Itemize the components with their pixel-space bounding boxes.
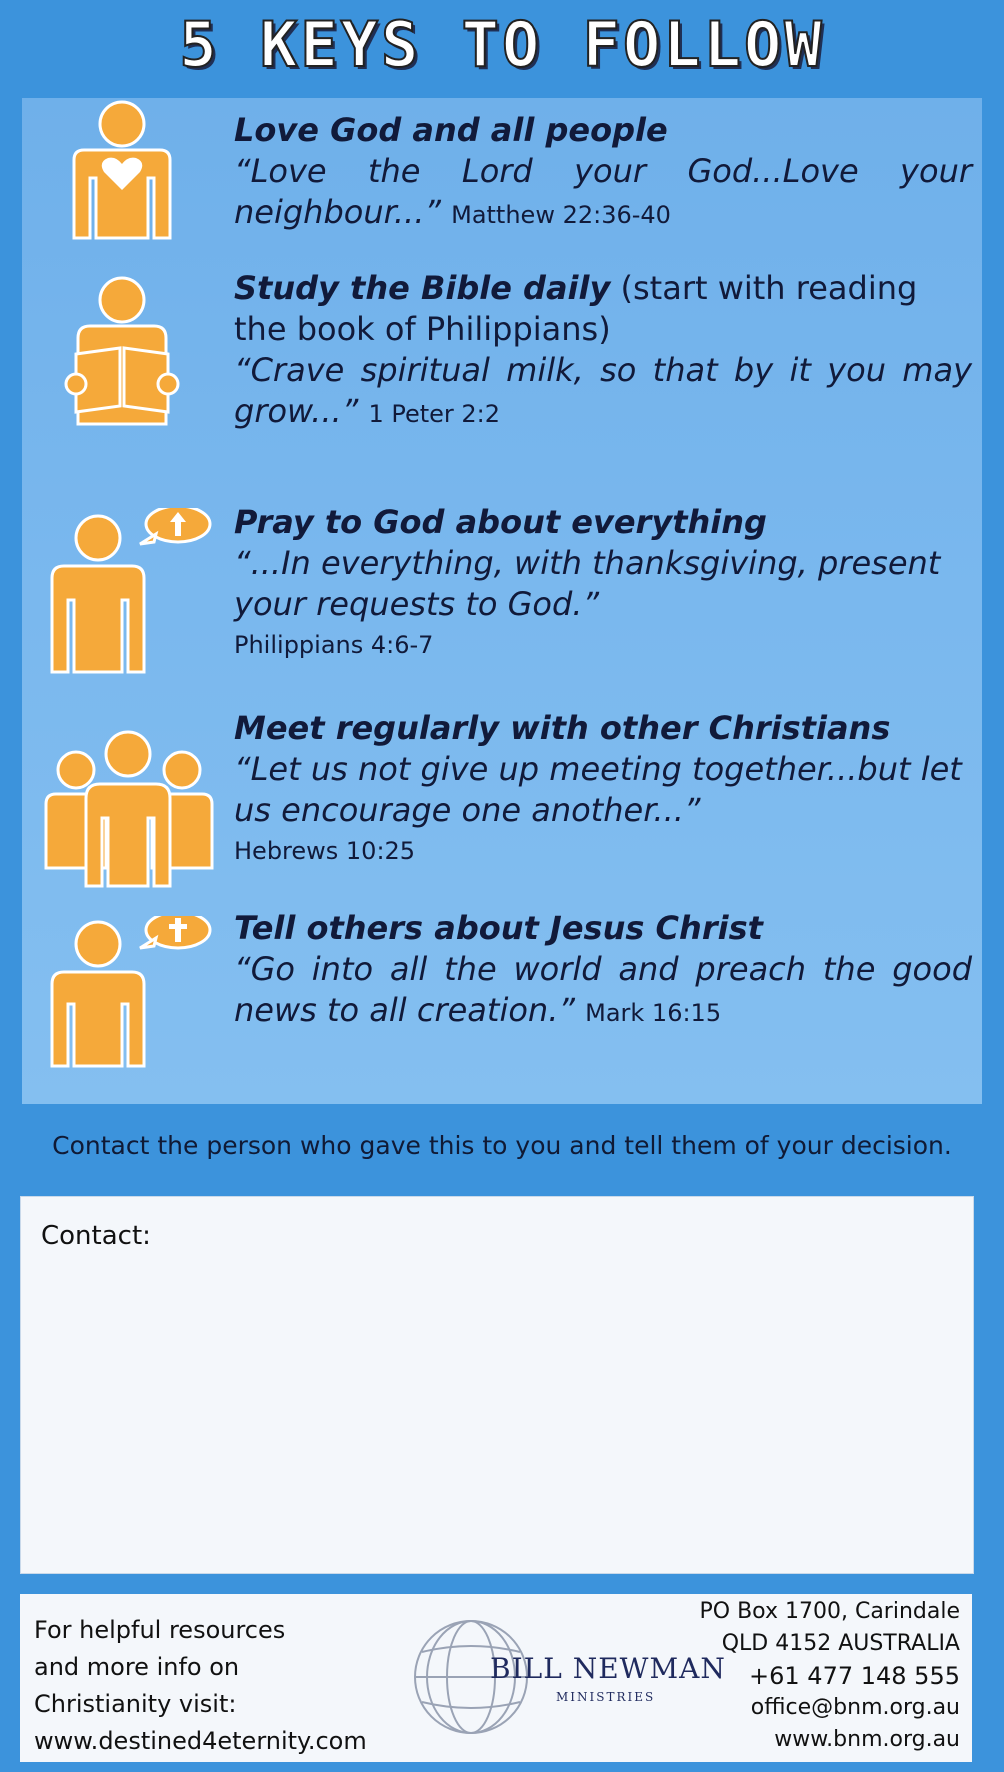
email-link[interactable]: office@bnm.org.au xyxy=(750,1695,960,1720)
resources-line: and more info on xyxy=(34,1653,240,1681)
resources-line: For helpful resources xyxy=(34,1616,286,1644)
key-quote: “...In everything, with thanksgiving, present your requests to God.” xyxy=(234,544,941,623)
person-heart-icon xyxy=(32,98,232,268)
key-reference: Matthew 22:36-40 xyxy=(451,201,671,229)
person-telling-cross-icon xyxy=(32,916,232,1086)
phone-number[interactable]: +61 477 148 555 xyxy=(749,1662,960,1690)
address-line: QLD 4152 AUSTRALIA xyxy=(721,1631,960,1656)
key-heading: Study the Bible daily xyxy=(234,269,611,307)
resources-line: Christianity visit: xyxy=(34,1690,237,1718)
key-quote: “Go into all the world and preach the good news to all creation.” xyxy=(234,950,972,1029)
key-reference: Philippians 4:6-7 xyxy=(234,631,434,659)
key-reference: Mark 16:15 xyxy=(585,999,722,1027)
key-heading: Love God and all people xyxy=(234,111,668,149)
key-quote: “Crave spiritual milk, so that by it you may grow...” xyxy=(234,351,972,430)
logo-name: BILL NEWMAN xyxy=(490,1652,726,1685)
contact-box[interactable] xyxy=(20,1196,974,1574)
group-of-people-icon xyxy=(32,720,232,890)
contact-instruction: Contact the person who gave this to you and tell them of your decision. xyxy=(52,1131,952,1160)
page-title: 5 KEYS TO FOLLOW xyxy=(179,8,825,81)
contact-label: Contact: xyxy=(41,1221,151,1251)
key-heading: Meet regularly with other Christians xyxy=(234,709,891,747)
logo-subtitle: MINISTRIES xyxy=(556,1690,656,1704)
key-reference: 1 Peter 2:2 xyxy=(368,400,501,428)
address-line: PO Box 1700, Carindale xyxy=(699,1599,960,1624)
resources-info xyxy=(34,1612,394,1760)
person-reading-bible-icon xyxy=(32,276,232,446)
key-quote: “Love the Lord your God...Love your neighbour...” xyxy=(234,152,972,231)
contact-details xyxy=(660,1596,960,1756)
key-heading: Tell others about Jesus Christ xyxy=(234,909,763,947)
key-heading-note: (start with reading the book of Philippians) xyxy=(234,269,918,348)
person-praying-icon xyxy=(32,508,232,678)
key-quote: “Let us not give up meeting together...but let us encourage one another...” xyxy=(234,750,962,829)
website-link[interactable]: www.bnm.org.au xyxy=(774,1727,960,1752)
key-reference: Hebrews 10:25 xyxy=(234,837,416,865)
key-heading: Pray to God about everything xyxy=(234,503,767,541)
resources-website-link[interactable]: www.destined4eternity.com xyxy=(34,1727,367,1755)
footer xyxy=(20,1594,972,1762)
keys-panel xyxy=(22,98,982,1104)
